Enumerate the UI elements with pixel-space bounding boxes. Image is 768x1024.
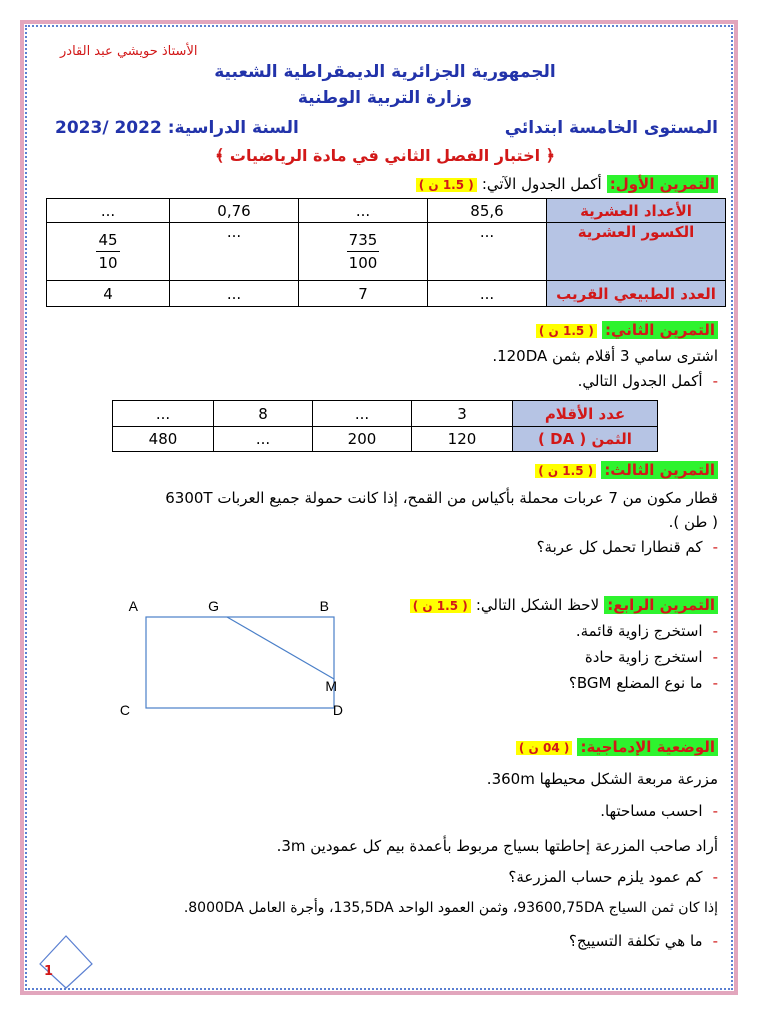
table-row — [47, 281, 726, 307]
ex1-cell: 85,6 — [428, 199, 547, 223]
ex2-task-text: أكمل الجدول التالي. — [577, 372, 703, 390]
point-c-label: C — [119, 702, 130, 718]
integration-line1: مزرعة مربعة الشكل محيطها 360m. — [486, 770, 718, 788]
school-year: السنة الدراسية: 2022 /2023 — [55, 118, 299, 138]
integration-task2-text: كم عمود يلزم حساب المزرعة؟ — [508, 868, 703, 886]
ex1-table — [46, 198, 726, 307]
integration-task1: -احسب مساحتها. — [600, 802, 718, 820]
ex1-row2-head: الكسور العشرية — [547, 223, 726, 281]
table-row — [113, 427, 658, 452]
fraction — [347, 229, 380, 274]
ex3-heading — [535, 460, 718, 479]
ex1-cell: ... — [299, 199, 428, 223]
ex1-fraction-cell — [47, 223, 170, 281]
ex4-instruction: لاحظ الشكل التالي: — [475, 596, 600, 614]
ex3-statement-line1: قطار مكون من 7 عربات محملة بأكياس من القمح، إذا كانت حمولة جميع العربات 6300T — [165, 489, 718, 507]
ex3-question: -كم قنطارا تحمل كل عربة؟ — [536, 538, 718, 556]
integration-points: ( 04 ن ) — [516, 741, 572, 755]
ex2-row2-head: الثمن ( DA ) — [513, 427, 658, 452]
ex3-statement-line2: ( طن ). — [668, 513, 718, 531]
ex1-row3-head: العدد الطبيعي القريب — [547, 281, 726, 307]
ex2-task: -أكمل الجدول التالي. — [577, 372, 718, 390]
ex1-fraction-cell — [299, 223, 428, 281]
point-g-label: G — [208, 598, 219, 614]
ex4-heading — [410, 595, 718, 614]
ex2-points: ( 1.5 ن ) — [536, 324, 597, 338]
integration-heading — [516, 737, 718, 756]
table-row — [113, 401, 658, 427]
ex3-question-text: كم قنطارا تحمل كل عربة؟ — [536, 538, 703, 556]
point-m-label: M — [325, 678, 337, 694]
ex2-cell: 3 — [412, 401, 513, 427]
table-row — [47, 199, 726, 223]
ex4-task: -استخرج زاوية حادة — [584, 648, 718, 666]
fraction-denominator: 10 — [98, 254, 118, 272]
level-label: المستوى الخامسة ابتدائي — [504, 118, 718, 138]
ministry-title: وزارة التربية الوطنية — [297, 88, 473, 108]
integration-line2: أراد صاحب المزرعة إحاطتها بسياج مربوط بأعمدة بيم كل عمودين 3m. — [276, 837, 718, 855]
fraction-denominator: 100 — [348, 254, 378, 272]
ex2-heading — [536, 320, 718, 339]
ex1-cell: ... — [428, 223, 547, 281]
fraction-numerator: 735 — [347, 229, 380, 252]
ex4-task: -ما نوع المضلع BGM؟ — [568, 674, 718, 692]
ex2-cell: ... — [313, 401, 412, 427]
page-number: 1 — [44, 964, 54, 979]
ex2-label: التمرين الثاني: — [602, 321, 718, 339]
ex1-instruction: أكمل الجدول الآتي: — [481, 175, 602, 193]
ex4-figure — [119, 595, 365, 725]
ex1-cell: ... — [170, 223, 299, 281]
republic-title: الجمهورية الجزائرية الديمقراطية الشعبية — [214, 62, 556, 82]
page-corner-shape — [38, 934, 98, 990]
integration-line3: إذا كان ثمن السياج 93600,75DA، وثمن العمود الواحد 135,5DA، وأجرة العامل 8000DA. — [183, 900, 718, 916]
fraction — [96, 229, 119, 274]
integration-task3: -ما هي تكلفة التسييج؟ — [568, 932, 718, 950]
ex1-heading — [416, 174, 718, 193]
ex2-table — [112, 400, 658, 452]
point-b-label: B — [319, 598, 329, 614]
fraction-numerator: 45 — [96, 229, 119, 252]
integration-label: الوضعية الإدماجية: — [577, 738, 718, 756]
ex1-cell: ... — [170, 281, 299, 307]
integration-task2: -كم عمود يلزم حساب المزرعة؟ — [508, 868, 718, 886]
ex2-cell: 120 — [412, 427, 513, 452]
ex2-cell: 200 — [313, 427, 412, 452]
ex1-cell: 0,76 — [170, 199, 299, 223]
ex1-label: التمرين الأول: — [607, 175, 718, 193]
teacher-name: الأستاذ حويشي عبد القادر — [60, 44, 198, 59]
ex2-cell: ... — [214, 427, 313, 452]
ex4-task: -استخرج زاوية قائمة. — [575, 622, 718, 640]
ex1-cell: 4 — [47, 281, 170, 307]
ex4-points: ( 1.5 ن ) — [410, 599, 471, 613]
ex1-cell: ... — [428, 281, 547, 307]
ex1-points: ( 1.5 ن ) — [416, 178, 477, 192]
ex3-points: ( 1.5 ن ) — [535, 464, 596, 478]
ex2-statement: اشترى سامي 3 أقلام بثمن 120DA. — [492, 347, 718, 365]
ex2-cell: ... — [113, 401, 214, 427]
ex4-label: التمرين الرابع: — [604, 596, 718, 614]
ex4-task-text: استخرج زاوية حادة — [584, 648, 703, 666]
ex3-label: التمرين الثالث: — [601, 461, 718, 479]
ex4-task-text: ما نوع المضلع BGM؟ — [568, 674, 703, 692]
ex4-task-text: استخرج زاوية قائمة. — [575, 622, 703, 640]
point-a-label: A — [128, 598, 138, 614]
table-row — [47, 223, 726, 281]
exam-title: ﴿ اختبار الفصل الثاني في مادة الرياضيات ﴾ — [214, 146, 556, 165]
segment-gm — [227, 617, 334, 679]
point-d-label: D — [332, 702, 343, 718]
integration-task1-text: احسب مساحتها. — [600, 802, 703, 820]
integration-task3-text: ما هي تكلفة التسييج؟ — [568, 932, 703, 950]
ex2-row1-head: عدد الأقلام — [513, 401, 658, 427]
ex1-cell: 7 — [299, 281, 428, 307]
ex1-row1-head: الأعداد العشرية — [547, 199, 726, 223]
ex2-cell: 8 — [214, 401, 313, 427]
ex1-cell: ... — [47, 199, 170, 223]
ex2-cell: 480 — [113, 427, 214, 452]
